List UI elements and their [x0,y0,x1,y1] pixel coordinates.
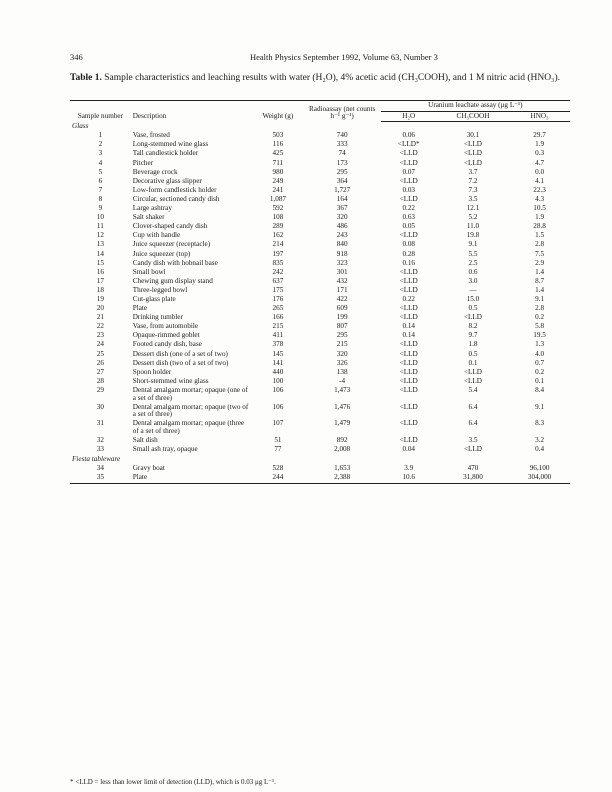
cell-acetic: 6.4 [468,419,478,428]
cell-description: Drinking tumbler [132,313,183,322]
cell-radioassay: 243 [336,231,348,240]
cell-h2o: <LLD [399,267,418,276]
cell-description: Juice squeezer (receptacle) [132,240,211,249]
cell-sample-number: 4 [98,158,103,167]
cell-h2o: <LLD [399,349,418,358]
cell-nitric: 304,000 [509,474,570,484]
cell-acetic: <LLD [463,149,482,158]
cell-radioassay: 2,388 [304,474,381,484]
leaching-results-table [70,100,570,484]
table-footnote: * <LLD = less than lower limit of detection (LLD), which is 0.03 μg L⁻¹. [70,778,276,786]
table-caption [70,72,570,84]
cell-nitric: 4.1 [535,176,545,185]
cell-acetic: 19.8 [466,231,480,240]
cell-radioassay: 609 [336,304,348,313]
cell-nitric: 1.9 [535,140,545,149]
cell-acetic: 470 [467,464,479,473]
cell-radioassay: 295 [336,331,348,340]
cell-radioassay: 199 [336,313,348,322]
cell-description: Small ash tray, opaque [132,445,198,454]
cell-nitric: 19.5 [533,331,546,340]
cell-weight: 141 [272,358,284,367]
cell-description: Dental amalgam mortar; opaque (two of a set of three) [132,402,249,419]
cell-nitric: 96,100 [529,464,550,473]
cell-sample-number: 28 [96,376,104,385]
cell-radioassay: 171 [336,285,348,294]
cell-weight: 289 [272,222,284,231]
cell-radioassay: 320 [336,349,348,358]
cell-weight: 108 [272,213,284,222]
cell-radioassay: 74 [338,149,346,158]
cell-radioassay: 215 [336,340,348,349]
cell-h2o: <LLD [399,231,418,240]
cell-acetic: 5.2 [468,213,478,222]
cell-description: Dental amalgam mortar; opaque (three of a set of three) [132,419,245,435]
cell-weight: 197 [272,249,284,258]
cell-nitric: 7.5 [535,249,545,258]
cell-acetic: 9.1 [468,240,478,249]
cell-radioassay: 367 [336,204,348,213]
cell-nitric: 1.4 [535,267,545,276]
cell-sample-number: 11 [96,222,104,231]
cell-acetic: 3.7 [468,167,478,176]
cell-h2o: 0.16 [402,258,416,267]
cell-weight: 440 [272,367,284,376]
cell-acetic: 3.0 [468,276,478,285]
cell-weight: 77 [274,445,282,454]
cell-acetic: <LLD [463,367,482,376]
cell-h2o: <LLD [399,385,418,394]
cell-weight: 215 [272,322,284,331]
cell-sample-number: 22 [96,322,104,331]
cell-weight: 711 [272,158,284,167]
cell-h2o: <LLD [399,276,418,285]
cell-description: Spoon holder [132,367,172,376]
cell-description: Footed candy dish, base [132,340,202,349]
cell-acetic: 1.8 [468,340,478,349]
cell-h2o: <LLD [399,194,418,203]
cell-acetic: — [469,285,477,294]
cell-h2o: <LLD [399,402,418,411]
cell-sample-number: 10 [96,213,104,222]
col-acetic: CH₃COOH [437,111,509,122]
cell-h2o: 0.07 [402,167,416,176]
cell-radioassay: 840 [336,240,348,249]
cell-sample-number: 18 [96,285,104,294]
cell-nitric: 0.3 [535,149,545,158]
cell-description: Salt shaker [132,213,165,222]
cell-acetic: <LLD [463,140,482,149]
cell-radioassay: 422 [336,294,348,303]
cell-nitric: 2.8 [535,240,545,249]
cell-acetic: 30.1 [466,131,480,140]
cell-sample-number: 8 [98,194,103,203]
cell-description: Juice squeezer (top) [132,249,191,258]
cell-radioassay: 301 [336,267,348,276]
cell-h2o: 0.08 [402,240,416,249]
cell-weight: 107 [272,419,284,428]
cell-weight: 51 [274,435,282,444]
cell-h2o: 0.22 [402,294,416,303]
cell-radioassay: 1,727 [334,185,351,194]
cell-nitric: 1.4 [535,285,545,294]
cell-weight: 145 [272,349,284,358]
cell-h2o: 0.04 [402,445,416,454]
cell-sample-number: 26 [96,358,104,367]
cell-radioassay: 740 [336,131,348,140]
cell-nitric: 4.7 [535,158,545,167]
cell-h2o: 0.63 [402,213,416,222]
cell-sample-number: 35 [70,474,131,484]
cell-acetic: 7.3 [468,185,478,194]
cell-radioassay: 1,479 [334,419,351,428]
cell-acetic: <LLD [463,313,482,322]
cell-description: Short-stemmed wine glass [132,376,209,385]
table-caption-text: Sample characteristics and leaching results with water (H₂O), 4% acetic acid (CH₃COOH), and 1 M nitric acid (HNO₃). [104,73,560,83]
cell-description: Beverage crock [132,167,178,176]
table-row [70,446,570,455]
cell-sample-number: 5 [98,167,103,176]
cell-weight: 242 [272,267,284,276]
cell-sample-number: 15 [96,258,104,267]
cell-nitric: 0.1 [535,376,545,385]
cell-weight: 528 [272,464,284,473]
cell-h2o: <LLD [399,158,418,167]
cell-sample-number: 9 [98,204,103,213]
cell-h2o: <LLD [399,435,418,444]
cell-description: Three-legged bowl [132,285,188,294]
cell-radioassay: 323 [336,258,348,267]
cell-acetic: 3.5 [468,194,478,203]
cell-description: Decorative glass slipper [132,176,202,185]
cell-nitric: 9.1 [535,294,545,303]
cell-acetic: 12.1 [466,204,480,213]
cell-h2o: 0.03 [402,185,416,194]
table-row [70,420,570,437]
cell-description: Salt dish [132,435,158,444]
cell-weight: 503 [272,131,284,140]
cell-sample-number: 2 [98,140,103,149]
cell-sample-number: 29 [96,385,104,394]
running-header [70,52,564,66]
cell-weight: 116 [272,140,284,149]
page-number: 346 [70,52,83,62]
cell-nitric: 8.7 [535,276,545,285]
cell-h2o: <LLD [399,376,418,385]
cell-description: Dessert dish (two of a set of two) [132,358,229,367]
cell-acetic: 5.4 [468,385,478,394]
cell-h2o: <LLD [399,313,418,322]
cell-description: Cup with handle [132,231,181,240]
cell-description: Small bowl [132,267,166,276]
cell-h2o: 3.9 [404,464,414,473]
cell-weight: 265 [272,304,284,313]
cell-weight: 176 [272,294,284,303]
cell-sample-number: 14 [96,249,104,258]
cell-acetic: 9.7 [468,331,478,340]
cell-weight: 166 [272,313,284,322]
cell-weight: 378 [272,340,284,349]
cell-h2o: <LLD [399,419,418,428]
cell-sample-number: 32 [96,435,104,444]
cell-acetic: 0.1 [468,358,478,367]
cell-description: Pitcher [132,158,154,167]
cell-sample-number: 31 [96,419,104,428]
cell-description: Dental amalgam mortar; opaque (one of a set of three) [132,385,248,402]
cell-nitric: 10.5 [533,204,546,213]
cell-sample-number: 3 [98,149,103,158]
cell-radioassay: -4 [339,376,346,385]
cell-sample-number: 25 [96,349,104,358]
cell-h2o: 0.22 [402,204,416,213]
cell-sample-number: 12 [96,231,104,240]
cell-nitric: 8.4 [535,385,545,394]
cell-radioassay: 807 [336,322,348,331]
cell-weight: 411 [272,331,284,340]
cell-h2o: <LLD [399,340,418,349]
cell-h2o: 0.14 [402,322,416,331]
cell-weight: 241 [272,185,284,194]
cell-sample-number: 19 [96,294,104,303]
table-row [70,404,570,421]
cell-nitric: 0.4 [535,445,545,454]
cell-weight: 835 [272,258,284,267]
cell-acetic: 6.4 [468,402,478,411]
col-radioassay: Radioassay (net counts h⁻¹ g⁻¹) [304,101,381,122]
cell-h2o: 0.05 [402,222,416,231]
cell-weight: 175 [272,285,284,294]
cell-weight: 100 [272,376,284,385]
cell-description: Candy dish with hobnail base [132,258,218,267]
cell-sample-number: 7 [98,185,103,194]
cell-sample-number: 16 [96,267,104,276]
group-label: Glass [72,122,89,131]
cell-sample-number: 21 [96,313,104,322]
cell-h2o: <LLD* [397,140,420,149]
col-nitric: HNO₃ [509,111,570,122]
cell-h2o: <LLD [399,304,418,313]
col-leachate-group: Uranium leachate assay (μg L⁻¹) [381,101,570,112]
cell-acetic: 0.5 [468,349,478,358]
table-body [70,122,570,484]
cell-weight: 425 [272,149,284,158]
cell-sample-number: 34 [96,464,104,473]
cell-description: Gravy boat [132,464,165,473]
cell-description: Plate [131,474,252,484]
cell-weight: 637 [272,276,284,285]
cell-radioassay: 364 [336,176,348,185]
cell-radioassay: 432 [336,276,348,285]
cell-nitric: 4.0 [535,349,545,358]
cell-radioassay: 173 [336,158,348,167]
journal-line: Health Physics September 1992, Volume 63, Number 3 [250,52,438,62]
cell-acetic: 8.2 [468,322,478,331]
cell-nitric: 0.2 [535,313,545,322]
col-weight: Weight (g) [252,101,303,122]
cell-acetic: <LLD [463,445,482,454]
cell-sample-number: 24 [96,340,104,349]
cell-weight: 106 [272,385,284,394]
cell-description: Clover-shaped candy dish [132,222,208,231]
cell-radioassay: 2,008 [334,445,351,454]
cell-radioassay: 1,476 [334,402,351,411]
cell-nitric: 1.9 [535,213,545,222]
cell-nitric: 9.1 [535,402,545,411]
cell-weight: 980 [272,167,284,176]
group-label: Fiesta tableware [72,455,121,464]
cell-nitric: 29.7 [533,131,546,140]
cell-nitric: 8.3 [535,419,545,428]
cell-weight: 162 [272,231,284,240]
cell-h2o: 10.6 [381,474,437,484]
cell-nitric: 3.2 [535,435,545,444]
cell-radioassay: 486 [336,222,348,231]
cell-acetic: 7.2 [468,176,478,185]
cell-nitric: 4.3 [535,194,545,203]
cell-radioassay: 1,653 [334,464,351,473]
cell-h2o: <LLD [399,367,418,376]
cell-acetic: 31,800 [437,474,509,484]
cell-weight: 106 [272,402,284,411]
cell-nitric: 5.8 [535,322,545,331]
cell-nitric: 0.0 [535,167,545,176]
cell-description: Circular, sectioned candy dish [132,194,220,203]
cell-description: Chewing gum display stand [132,276,213,285]
cell-weight: 214 [272,240,284,249]
cell-radioassay: 320 [336,213,348,222]
col-description: Description [131,101,252,122]
cell-description: Vase, from automobile [132,322,199,331]
cell-radioassay: 164 [336,194,348,203]
cell-nitric: 1.5 [535,231,545,240]
cell-radioassay: 892 [336,435,348,444]
cell-h2o: 0.14 [402,331,416,340]
cell-h2o: 0.28 [402,249,416,258]
cell-acetic: <LLD [463,376,482,385]
cell-h2o: 0.06 [402,131,416,140]
table-label: Table 1. [70,73,102,83]
cell-description: Vase, frosted [132,131,170,140]
cell-h2o: <LLD [399,176,418,185]
cell-acetic: <LLD [463,158,482,167]
cell-nitric: 2.9 [535,258,545,267]
cell-radioassay: 1,473 [334,385,351,394]
table-row [70,474,570,484]
cell-acetic: 15.0 [466,294,480,303]
cell-description: Opaque-rimmed goblet [132,331,200,340]
cell-weight: 244 [252,474,303,484]
cell-nitric: 0.7 [535,358,545,367]
cell-h2o: <LLD [399,285,418,294]
table-row [70,387,570,404]
cell-sample-number: 30 [96,402,104,411]
cell-radioassay: 918 [336,249,348,258]
cell-acetic: 2.5 [468,258,478,267]
cell-acetic: 5.5 [468,249,478,258]
cell-description: Dessert dish (one of a set of two) [132,349,228,358]
cell-radioassay: 138 [336,367,348,376]
cell-acetic: 11.0 [466,222,480,231]
cell-acetic: 0.5 [468,304,478,313]
cell-radioassay: 295 [336,167,348,176]
cell-sample-number: 6 [98,176,103,185]
cell-h2o: <LLD [399,358,418,367]
cell-nitric: 1.3 [535,340,545,349]
col-sample-number: Sample number [70,101,131,122]
cell-radioassay: 333 [336,140,348,149]
cell-nitric: 28.8 [533,222,546,231]
cell-weight: 249 [272,176,284,185]
cell-description: Long-stemmed wine glass [132,140,209,149]
cell-acetic: 3.5 [468,435,478,444]
cell-nitric: 22.3 [533,185,546,194]
cell-nitric: 0.2 [535,367,545,376]
cell-description: Plate [132,304,148,313]
cell-sample-number: 27 [96,367,104,376]
cell-acetic: 0.6 [468,267,478,276]
cell-weight: 1,087 [269,194,286,203]
cell-sample-number: 17 [96,276,104,285]
cell-description: Tall candlestick holder [132,149,199,158]
cell-nitric: 2.8 [535,304,545,313]
cell-sample-number: 20 [96,304,104,313]
cell-sample-number: 13 [96,240,104,249]
cell-sample-number: 1 [98,131,103,140]
cell-description: Large ashtray [132,204,172,213]
cell-description: Cut-glass plate [132,294,176,303]
cell-description: Low-form candlestick holder [132,185,217,194]
cell-h2o: <LLD [399,149,418,158]
cell-sample-number: 23 [96,331,104,340]
cell-weight: 592 [272,204,284,213]
col-h2o: H₂O [381,111,437,122]
cell-sample-number: 33 [96,445,104,454]
cell-radioassay: 326 [336,358,348,367]
